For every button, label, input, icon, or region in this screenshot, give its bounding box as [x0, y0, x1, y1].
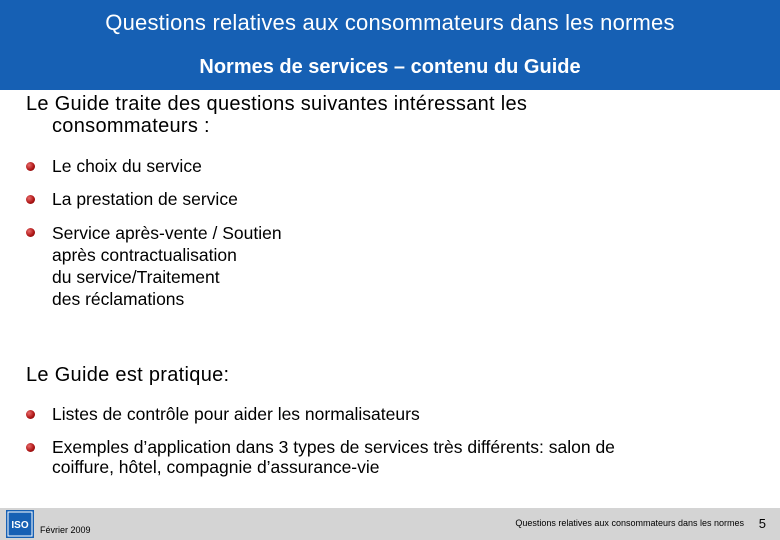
list-item — [26, 437, 726, 477]
bullet-icon — [26, 195, 35, 204]
list-item — [26, 404, 726, 425]
list-item — [26, 156, 426, 177]
slide-subtitle: Normes de services – contenu du Guide — [199, 56, 581, 78]
slide-footer — [0, 508, 780, 540]
footer-title: Questions relatives aux consommateurs dans les normes — [515, 518, 744, 528]
section-heading-practical: Le Guide est pratique: — [26, 364, 230, 386]
list-item-line: après contractualisation — [52, 245, 237, 265]
list-item — [26, 189, 426, 210]
bullet-icon — [26, 228, 35, 237]
bullet-icon — [26, 443, 35, 452]
list-item-line: des réclamations — [52, 289, 185, 309]
list-item-line: Service après-vente / Soutien — [52, 223, 282, 243]
list-item-line: Listes de contrôle pour aider les normalisateurs — [52, 404, 420, 424]
bullet-icon — [26, 410, 35, 419]
bullet-icon — [26, 162, 35, 171]
list-item-line: Exemples d’application dans 3 types de services très différents: salon de — [52, 437, 615, 457]
list-item-line: Le choix du service — [52, 156, 202, 176]
section-heading-line: Le Guide traite des questions suivantes intéressant les — [26, 93, 528, 115]
list-item-line: coiffure, hôtel, compagnie d’assurance-vie — [52, 457, 380, 477]
list-item — [26, 222, 426, 310]
list-item-line: La prestation de service — [52, 189, 238, 209]
section-heading-line: consommateurs : — [52, 115, 210, 137]
iso-logo-icon — [6, 510, 34, 538]
slide-header — [0, 0, 780, 90]
topics-list — [26, 156, 426, 322]
practical-list — [26, 404, 726, 489]
page-number: 5 — [758, 516, 766, 531]
footer-date: Février 2009 — [40, 525, 91, 535]
section-heading-topics — [26, 93, 666, 137]
logo-text: ISO — [11, 520, 29, 531]
slide-title: Questions relatives aux consommateurs dans les normes — [105, 10, 675, 35]
list-item-line: du service/Traitement — [52, 267, 220, 287]
